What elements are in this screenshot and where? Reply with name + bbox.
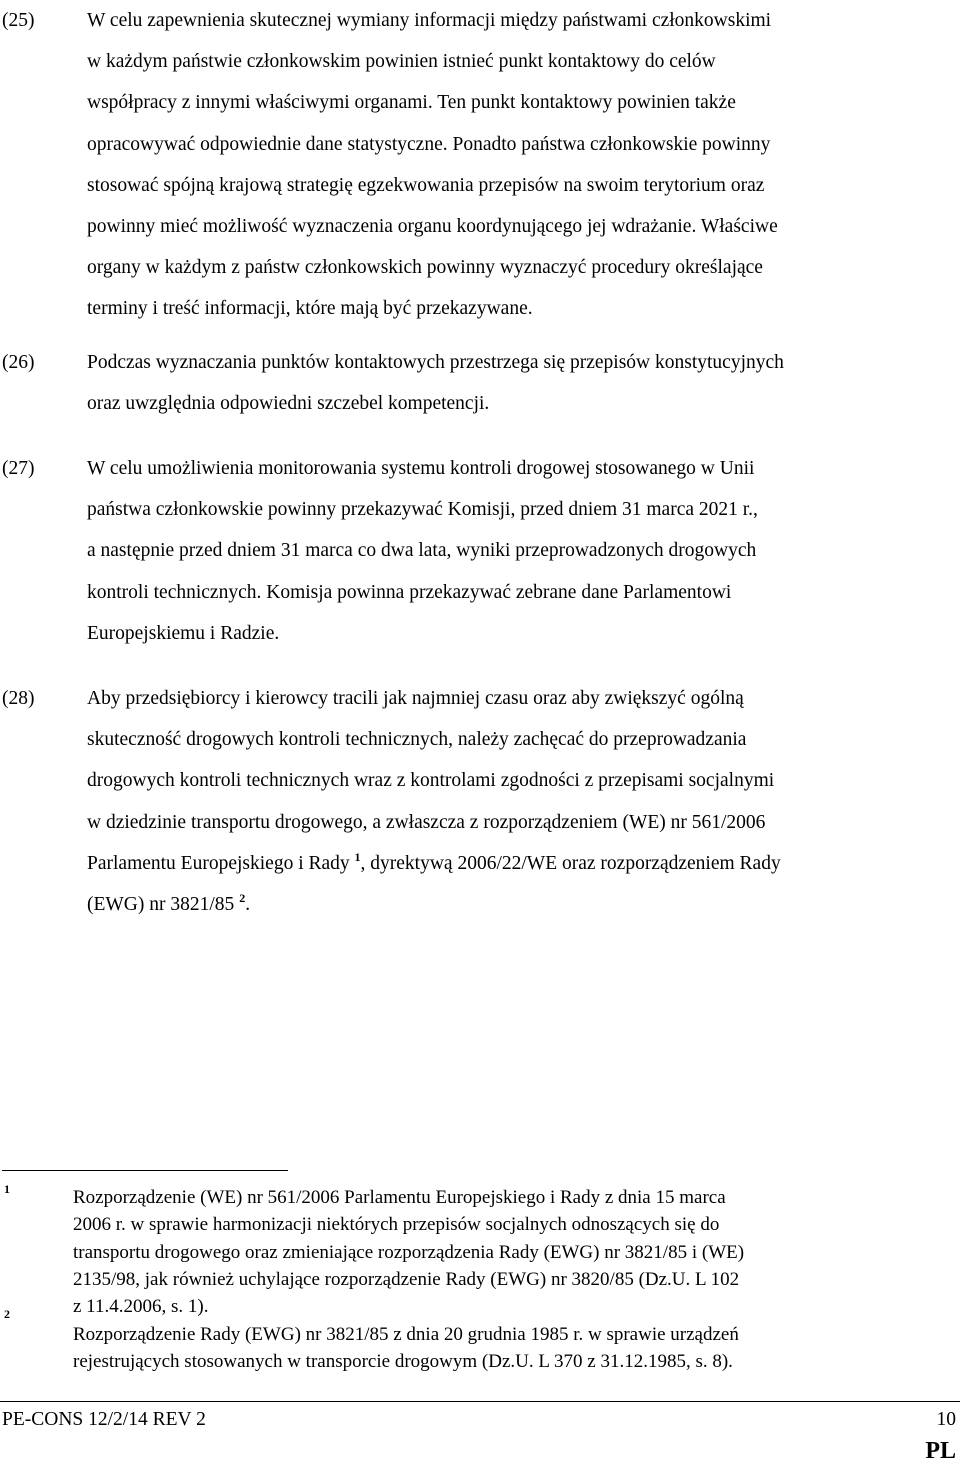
text-line: powinny mieć możliwość wyznaczenia organu koordynującego jej wdrażanie. Właściwe [87, 216, 778, 238]
recital-text [87, 0, 945, 330]
text-line: a następnie przed dniem 31 marca co dwa lata, wyniki przeprowadzonych drogowych [87, 540, 757, 562]
recital-number: (25) [2, 10, 35, 31]
text-line: organy w każdym z państw członkowskich powinny wyznaczyć procedury określające [87, 257, 763, 279]
recital-number: (26) [2, 352, 35, 373]
text-line: terminy i treść informacji, które mają być przekazywane. [87, 298, 533, 320]
text-line [87, 884, 945, 925]
recital-number: (27) [2, 458, 35, 479]
text-line: w każdym państwie członkowskim powinien istnieć punkt kontaktowy do celów [87, 51, 716, 73]
recital-text [87, 448, 945, 654]
recital-text [87, 342, 945, 424]
text-line [87, 843, 945, 884]
footnote-number: 2 [4, 1307, 10, 1321]
text-line: z 11.4.2006, s. 1). [73, 1296, 209, 1318]
text-line: państwa członkowskie powinny przekazywać Komisji, przed dniem 31 marca 2021 r., [87, 499, 758, 521]
text-fragment: Parlamentu Europejskiego i Rady [87, 852, 355, 874]
text-line: Aby przedsiębiorcy i kierowcy tracili jak najmniej czasu oraz aby zwiększyć ogólną [87, 688, 744, 709]
text-fragment: , dyrektywą 2006/22/WE oraz rozporządzeniem Rady [360, 852, 781, 874]
text-line: drogowych kontroli technicznych wraz z kontrolami zgodności z przepisami socjalnymi [87, 770, 775, 792]
text-line: 2135/98, jak również uchylające rozporządzenie Rady (EWG) nr 3820/85 (Dz.U. L 102 [73, 1268, 740, 1290]
text-line: W celu umożliwienia monitorowania systemu kontroli drogowej stosowanego w Unii [87, 458, 755, 479]
footnote-ref-2[interactable]: 2 [239, 891, 246, 906]
text-line: opracowywać odpowiednie dane statystyczne. Ponadto państwa członkowskie powinny [87, 133, 771, 155]
text-fragment: (EWG) nr 3821/85 [87, 894, 240, 916]
footer-separator [0, 1401, 960, 1402]
text-line: współpracy z innymi właściwymi organami. Ten punkt kontaktowy powinien także [87, 92, 736, 114]
recital-text [87, 678, 945, 925]
text-line: 2006 r. w sprawie harmonizacji niektórych przepisów socjalnych odnoszących się do [73, 1214, 720, 1236]
text-line: Rozporządzenie Rady (EWG) nr 3821/85 z dnia 20 grudnia 1985 r. w sprawie urządzeń [73, 1324, 739, 1345]
footnote-text [73, 1184, 943, 1320]
footnote-ref-1[interactable]: 1 [354, 849, 361, 864]
footnote-text [73, 1321, 943, 1376]
footnote-number: 1 [4, 1182, 10, 1196]
text-line: Podczas wyznaczania punktów kontaktowych przestrzega się przepisów konstytucyjnych [87, 352, 784, 373]
document-reference: PE-CONS 12/2/14 REV 2 [2, 1409, 206, 1430]
recital-number: (28) [2, 688, 35, 709]
text-line: oraz uwzględnia odpowiedni szczebel kompetencji. [87, 393, 490, 415]
text-line: stosować spójną krajową strategię egzekwowania przepisów na swoim terytorium oraz [87, 174, 765, 196]
text-line: rejestrujących stosowanych w transporcie drogowym (Dz.U. L 370 z 31.12.1985, s. 8). [73, 1351, 733, 1373]
text-line: w dziedzinie transportu drogowego, a zwłaszcza z rozporządzeniem (WE) nr 561/2006 [87, 811, 766, 833]
text-line: Europejskiemu i Radzie. [87, 622, 280, 644]
page-number: 10 [936, 1409, 956, 1430]
text-line: Rozporządzenie (WE) nr 561/2006 Parlamentu Europejskiego i Rady z dnia 15 marca [73, 1187, 726, 1208]
text-fragment: . [245, 894, 251, 916]
text-line: kontroli technicznych. Komisja powinna przekazywać zebrane dane Parlamentowi [87, 581, 732, 603]
text-line: transportu drogowego oraz zmieniające rozporządzenia Rady (EWG) nr 3821/85 i (WE) [73, 1241, 745, 1263]
text-line: W celu zapewnienia skutecznej wymiany informacji między państwami członkowskimi [87, 10, 772, 31]
text-line: skuteczność drogowych kontroli technicznych, należy zachęcać do przeprowadzania [87, 729, 747, 751]
language-code: PL [925, 1438, 956, 1464]
footnote-separator [2, 1170, 288, 1171]
